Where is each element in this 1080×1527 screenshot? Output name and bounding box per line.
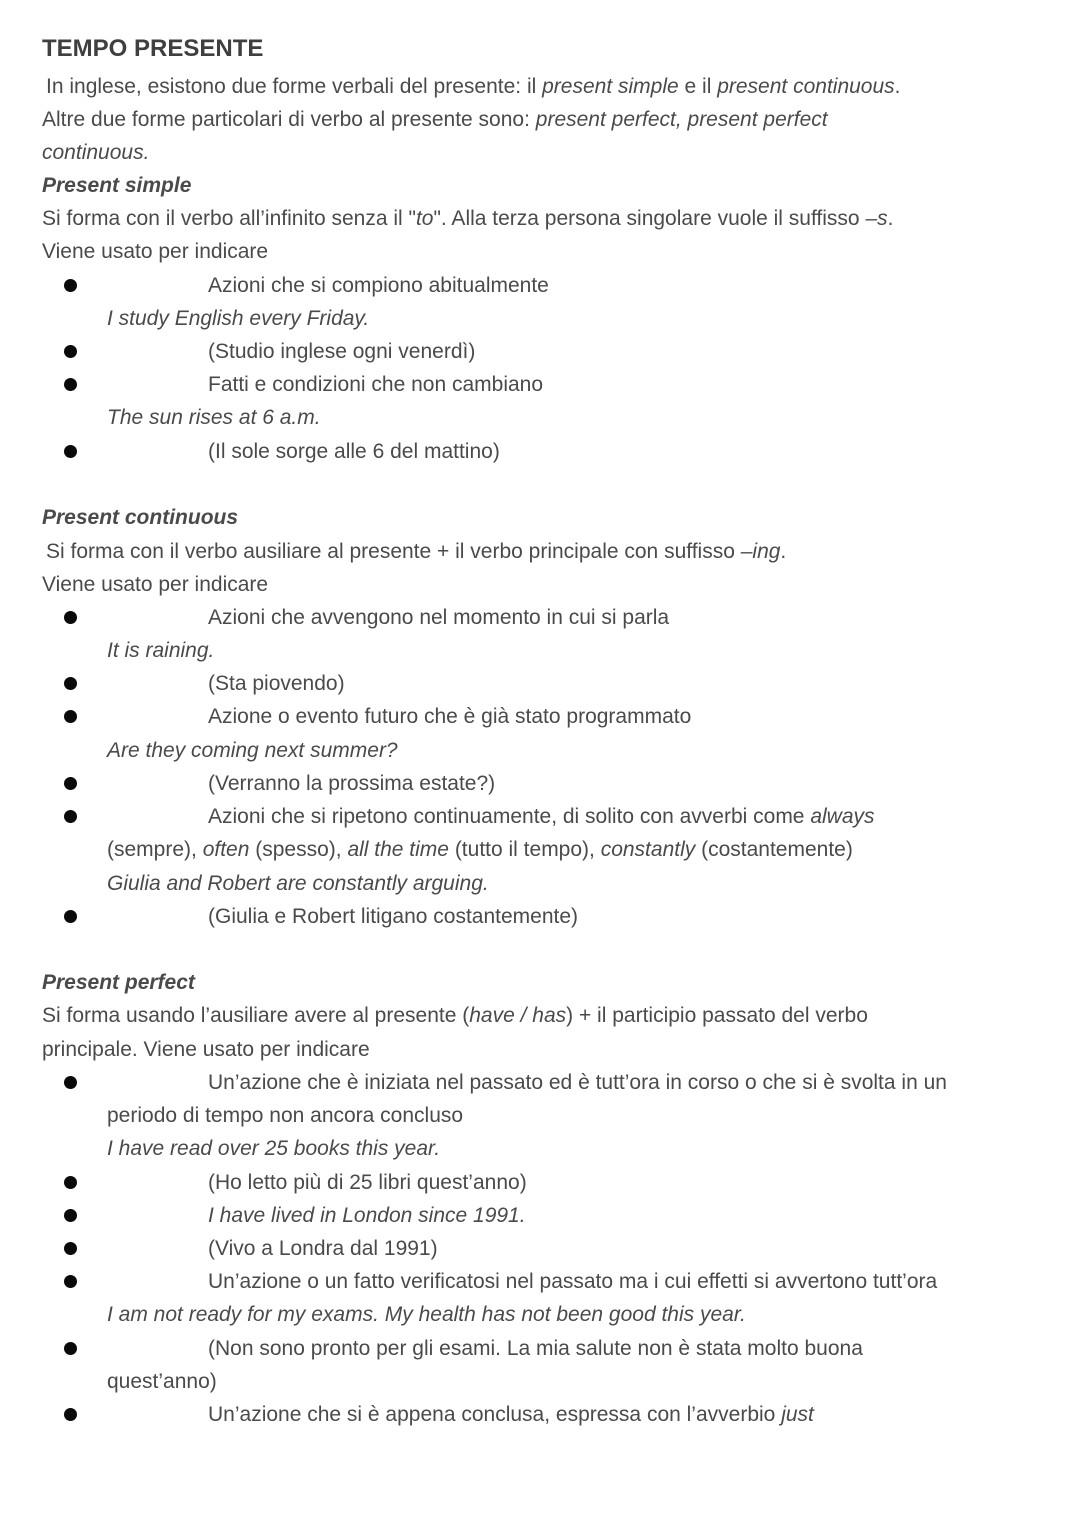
section-description: Viene usato per indicare [42, 240, 269, 263]
intro-line-1: In inglese, esistono due forme verbali del presente: il present simple e il present continuous. [46, 75, 901, 98]
bullet-icon [64, 710, 77, 723]
list-item: Azioni che si compiono abitualmente [107, 269, 549, 302]
bullet-icon [64, 910, 77, 923]
bullet-icon [64, 611, 77, 624]
bullet-icon [64, 1408, 77, 1421]
section-description: Si forma con il verbo ausiliare al presente + il verbo principale con suffisso –ing. [46, 540, 787, 563]
list-item-continuation: periodo di tempo non ancora concluso [107, 1104, 464, 1127]
bullet-icon [64, 1242, 77, 1255]
bullet-icon [64, 1275, 77, 1288]
list-item: (Studio inglese ogni venerdì) [107, 335, 475, 368]
bullet-icon [64, 777, 77, 790]
list-item: I have lived in London since 1991. [107, 1199, 526, 1232]
list-item: Fatti e condizioni che non cambiano [107, 368, 543, 401]
example-sentence: Are they coming next summer? [107, 739, 398, 762]
example-sentence: Giulia and Robert are constantly arguing. [107, 872, 489, 895]
list-item: (Giulia e Robert litigano costantemente) [107, 900, 578, 933]
list-item: Un’azione o un fatto verificatosi nel passato ma i cui effetti si avvertono tutt’ora [107, 1265, 937, 1298]
bullet-icon [64, 445, 77, 458]
list-item: Azioni che avvengono nel momento in cui si parla [107, 601, 669, 634]
section-heading-present-perfect: Present perfect [42, 971, 195, 994]
list-item: (Verranno la prossima estate?) [107, 767, 495, 800]
intro-line-2: Altre due forme particolari di verbo al presente sono: present perfect, present perfect [42, 108, 828, 131]
bullet-icon [64, 378, 77, 391]
example-sentence: The sun rises at 6 a.m. [107, 406, 321, 429]
section-description: principale. Viene usato per indicare [42, 1038, 370, 1061]
bullet-icon [64, 1076, 77, 1089]
list-item: (Sta piovendo) [107, 667, 345, 700]
section-description: Si forma con il verbo all’infinito senza il "to". Alla terza persona singolare vuole il suffisso –s. [42, 207, 894, 230]
list-item-continuation: (sempre), often (spesso), all the time (tutto il tempo), constantly (costantemente) [107, 838, 853, 861]
example-sentence: I study English every Friday. [107, 307, 370, 330]
page-title: TEMPO PRESENTE [42, 35, 264, 62]
list-item: (Il sole sorge alle 6 del mattino) [107, 435, 500, 468]
section-heading-present-simple: Present simple [42, 174, 192, 197]
section-description: Viene usato per indicare [42, 573, 269, 596]
bullet-icon [64, 1209, 77, 1222]
bullet-icon [64, 1176, 77, 1189]
example-sentence: I have read over 25 books this year. [107, 1137, 441, 1160]
list-item: Un’azione che si è appena conclusa, espressa con l’avverbio just [107, 1398, 814, 1431]
list-item: Azione o evento futuro che è già stato programmato [107, 700, 691, 733]
list-item: (Ho letto più di 25 libri quest’anno) [107, 1166, 527, 1199]
list-item-continuation: quest’anno) [107, 1370, 217, 1393]
bullet-icon [64, 279, 77, 292]
example-sentence: It is raining. [107, 639, 215, 662]
list-item: (Vivo a Londra dal 1991) [107, 1232, 438, 1265]
list-item: (Non sono pronto per gli esami. La mia salute non è stata molto buona [107, 1332, 863, 1365]
bullet-icon [64, 345, 77, 358]
section-heading-present-continuous: Present continuous [42, 506, 239, 529]
list-item: Azioni che si ripetono continuamente, di solito con avverbi come always [107, 800, 875, 833]
bullet-icon [64, 1342, 77, 1355]
list-item: Un’azione che è iniziata nel passato ed è tutt’ora in corso o che si è svolta in un [107, 1066, 947, 1099]
section-description: Si forma usando l’ausiliare avere al presente (have / has) + il participio passato del verbo [42, 1004, 868, 1027]
bullet-icon [64, 677, 77, 690]
intro-line-3: continuous. [42, 141, 150, 164]
bullet-icon [64, 810, 77, 823]
example-sentence: I am not ready for my exams. My health has not been good this year. [107, 1303, 746, 1326]
